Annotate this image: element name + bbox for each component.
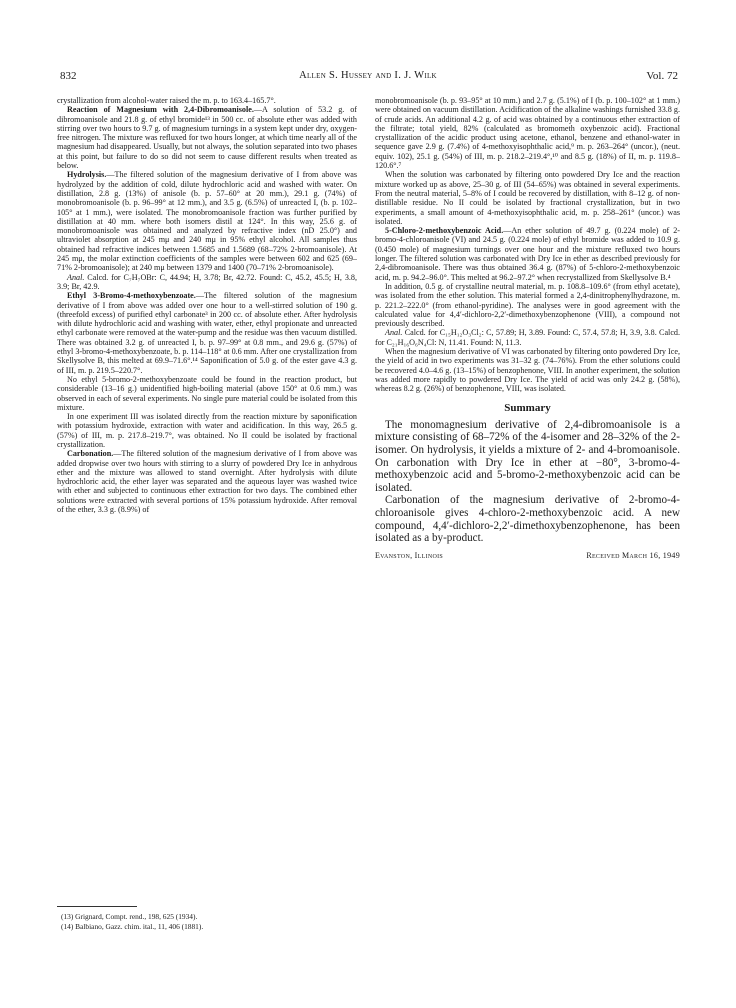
section-heading: 5-Chloro-2-methoxybenzoic Acid.: [385, 226, 504, 236]
location: Evanston, Illinois: [375, 550, 444, 560]
paragraph: When the solution was carbonated by filtering onto powdered Dry Ice and the reaction mixture worked up as above, 25–30 g. of III (54–65%) was obtained in several experiments. From the neutral material, 5–8% of I could be recovered by distillation, with 8–12 g. of non-distillable residue. No II could be isolated by fractional crystallization, but in two experiments, a small amount of 4-methoxyisophthalic acid, m. p. 258–261° (uncor.) was isolated.: [375, 170, 680, 226]
page-header: [58, 70, 678, 86]
paragraph: In addition, 0.5 g. of crystalline neutral material, m. p. 108.8–109.6° (from ethyl acetate), was isolated from the ether solution. This material formed a 2,4-dinitrophenylhydrazone, m. p. 221.2–222.0° (from ethanol-pyridine). The analyses were in good agreement with the calculated value for 4,4′-dichloro-2,2′-dimethoxybenzophenone (VIII), a compound not previously described.: [375, 281, 680, 329]
received-date: Received March 16, 1949: [586, 550, 680, 560]
summary-heading: Summary: [504, 401, 551, 414]
summary-paragraph: The monomagnesium derivative of 2,4-dibromoanisole is a mixture consisting of 68–72% of the 4-isomer and 28–32% of the 2-isomer. On hydrolysis, it yields a mixture of 2- and 4-bromoanisole. On carbonation with Dry Ice in ether at −80°, 3-bromo-4-methoxybenzoic acid and 5-bromo-2-methoxybenzoic acid can be isolated.: [375, 418, 680, 494]
right-column: [375, 96, 680, 560]
volume-label: Vol. 72: [646, 70, 678, 82]
running-head: Allen S. Hussey and I. J. Wilk: [299, 70, 437, 81]
section-heading: Reaction of Magnesium with 2,4-Dibromoanisole.: [67, 105, 254, 115]
paragraph: Anal. Calcd. for C₇H₇OBr: C, 44.94; H, 3.78; Br, 42.72. Found: C, 45.2, 45.5; H, 3.8, 3.9; Br, 42.9.: [57, 272, 358, 291]
paragraph: No ethyl 5-bromo-2-methoxybenzoate could be found in the reaction product, but considerable (13–16 g.) unidentified high-boiling material (above 150° at 0.6 mm.) was observed in each of several experiments. No single pure material could be isolated from this mixture.: [57, 374, 357, 412]
page-number: 832: [60, 70, 77, 82]
analysis-label: Anal.: [67, 272, 85, 282]
paragraph: When the magnesium derivative of VI was carbonated by filtering onto powdered Dry Ice, the yield of acid in two experiments was 31–32 g. (74–76%). From the ether solutions could be recovered 4.0–4.6 g. (13–15%) of benzophenone, VIII. In another experiment, the solution was added more rapidly to powdered Dry Ice. The yield of acid was only 24.2 g. (58%), whereas 8.2 g. (26%) of benzophenone, VIII, was isolated.: [375, 347, 680, 394]
footnote-rule: [57, 906, 137, 907]
section-heading: Carbonation.: [67, 449, 114, 459]
footnote: (13) Grignard, Compt. rend., 198, 625 (1934).: [61, 912, 198, 921]
paragraph: Ethyl 3-Bromo-4-methoxybenzoate.—The filtered solution of the magnesium derivative of I from above was added over one hour to a well-stirred solution of 190 g. (threefold excess) of purified ethyl carbonate³ in 200 cc. of absolute ether. After hydrolysis with dilute hydrochloric acid and washing with water, ether, ethyl propionate and unreacted ethyl carbonate were removed at the water-pump and the residue was then vacuum distilled. There was obtained 3.2 g. of unreacted I, b. p. 97–99° at 0.8 mm., and 29.6 g. (57%) of ethyl 3-bromo-4-methoxybenzoate, b. p. 114–118° at 0.6 mm. After one crystallization from Skellysolve B, this melted at 69.9–71.6°.¹⁴ Saponification of 5.0 g. of the ester gave 4.3 g. of III, m. p. 219.5–220.7°.: [57, 291, 357, 375]
paragraph: Carbonation.—The filtered solution of the magnesium derivative of I from above was added dropwise over two hours with stirring to a slurry of powdered Dry Ice in anhydrous ether and the mixture was allowed to stand overnight. After hydrolysis with dilute hydrochloric acid, the ether layer was separated and the aqueous layer was washed twice with ether and subjected to continuous ether extraction for two days. The combined ether solutions were extracted with several portions of 15% potassium hydroxide. After removal of the ether, 3.3 g. (8.9%) of: [57, 449, 357, 515]
paragraph: monobromoanisole (b. p. 93–95° at 10 mm.) and 2.7 g. (5.1%) of I (b. p. 100–102° at 1 mm.) were obtained on vacuum distillation. Acidification of the alkaline washings furnished 33.8 g. of crude acids. An additional 4.2 g. of acid was obtained by a continuous ether extraction of the filtrate; total yield, 82% (calculated as bromometh oxybenzoic acid). Fractional crystallization of the acidic product using acetone, ethanol, benzene and ethanol-water in sequence gave 2.9 g. (7.4%) of 4-methoxyisophthalic acid,⁹ m. p. 263–264° (uncor.), (neut. equiv. 102), 25.1 g. (54%) of III, m. p. 218.2–219.4°,¹⁰ and 8.5 g. (18%) of II, m. p. 119.8–120.6°.⁷: [375, 96, 680, 171]
analysis-label: Anal.: [385, 328, 403, 338]
paragraph: Hydrolysis.—The filtered solution of the magnesium derivative of I from above was hydrolyzed by the addition of cold, dilute hydrochloric acid and washed with water. On distillation, 2.8 g. (13%) of anisole (b. p. 57–60° at 20 mm.), 29.1 g. (74%) of monobromoanisole (b. p. 96–99° at 12 mm.), and 3.5 g. (6.5%) of unreacted I, (b. p. 102–105° at 1 mm.), were isolated. The monobromoanisole fraction was further purified by distillation at 40 mm. where both isomers distil at 124°. In this way, 25.6 g. of monobromoanisole was obtained and analyzed by refractive index (nD 25.0°) and ultraviolet absorption at 245 mμ and 240 mμ in 95% ethyl alcohol. All samples thus obtained had refractive indices between 1.5685 and 1.5689 (68–72% 2-bromoanisole). At 245 mμ, the molar extinction coefficients of the samples were between 602 and 625 (69–71% 2-bromoanisole); at 240 mμ between 1379 and 1400 (70–71% 2-bromoanisole).: [57, 170, 357, 273]
paragraph: crystallization from alcohol-water raised the m. p. to 163.4–165.7°.: [57, 96, 276, 105]
paragraph: Anal. Calcd. for C₁₅H₁₂O₃Cl₂: C, 57.89; H, 3.89. Found: C, 57.4, 57.8; H, 3.9, 3.8. Calcd. for C₂₁H₁₆O₆N₄Cl: N, 11.41. Found: N, 11.3.: [375, 328, 681, 347]
footnotes: [57, 912, 357, 932]
paragraph: Reaction of Magnesium with 2,4-Dibromoanisole.—A solution of 53.2 g. of dibromoanisole and 21.8 g. of ethyl bromide¹³ in 500 cc. of absolute ether was added with stirring over two hours to 9.7 g. of magnesium turnings in a system kept under dry, oxygen-free nitrogen. The mixture was refluxed for two hours longer, at which time nearly all of the magnesium had disappeared. Usually, but not always, the solution separated into two phases at this point, but failure to do so did not seem to cause different results when treated as below.: [57, 105, 358, 171]
section-heading: Ethyl 3-Bromo-4-methoxybenzoate.: [67, 291, 196, 301]
signature-line: [375, 551, 680, 560]
summary-section: [375, 419, 680, 545]
paragraph: 5-Chloro-2-methoxybenzoic Acid.—An ether solution of 49.7 g. (0.224 mole) of 2-bromo-4-chloroanisole (VI) and 24.5 g. (0.224 mole) of ethyl bromide was added to 10.9 g. (0.450 mole) of magnesium turnings over one hour and the mixture refluxed two hours longer. The filtered solution was carbonated with Dry Ice in ether as described previously for 2,4-dibromoanisole. There was thus obtained 36.4 g. (87%) of 5-chloro-2-methoxybenzoic acid, m. p. 94.2–96.0°. This melted at 96.2–97.2° when recrystallized from Skellysolve B.⁴: [375, 226, 680, 282]
left-column: [57, 96, 357, 514]
summary-paragraph: Carbonation of the magnesium derivative of 2-bromo-4-chloroanisole gives 4-chloro-2-methoxybenzoic acid. A new compound, 4,4′-dichloro-2,2′-dimethoxybenzophenone, has been isolated as a by-product.: [375, 494, 680, 545]
footnote: (14) Balbiano, Gazz. chim. ital., 11, 406 (1881).: [61, 922, 204, 931]
paragraph: In one experiment III was isolated directly from the reaction mixture by saponification with potassium hydroxide, extraction with water and acidification. In this way, 26.5 g. (57%) of III, m. p. 217.8–219.7°, was obtained. No II could be isolated by fractional crystallization.: [57, 412, 357, 449]
section-heading: Hydrolysis.: [67, 170, 107, 180]
